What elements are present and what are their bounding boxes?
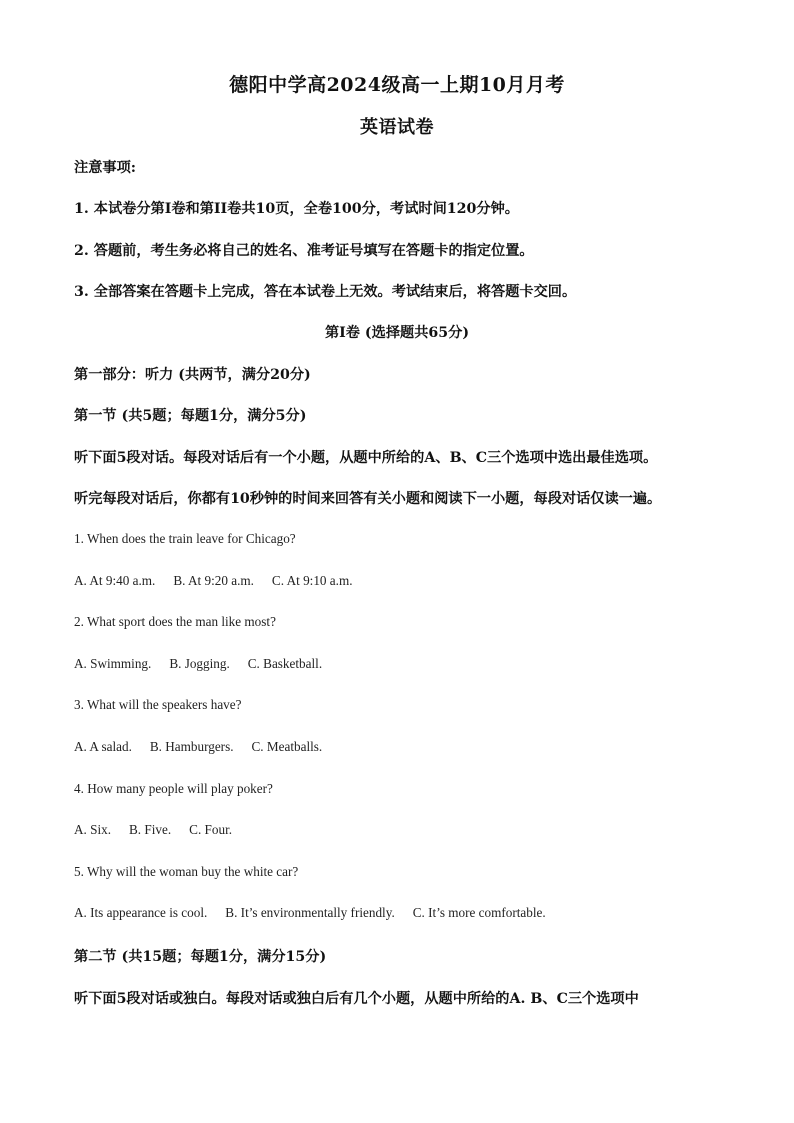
question-stem: 2. What sport does the man like most? [74, 614, 276, 629]
section-instruction: 听下面5段对话或独白。每段对话或独白后有几个小题，从题中所给的A. B、C三个选项中 [74, 991, 639, 1007]
option: A. Its appearance is cool. [74, 905, 208, 920]
question-stem: 1. When does the train leave for Chicago? [74, 531, 296, 546]
exam-title: 德阳中学高2024级高一上期10月月考 [229, 74, 565, 96]
exam-subtitle: 英语试卷 [360, 117, 434, 138]
section-instruction: 听完每段对话后，你都有10秒钟的时间来回答有关小题和阅读下一小题，每段对话仅读一遍。 [74, 491, 662, 507]
option: B. Jogging. [169, 656, 230, 671]
question-options [74, 905, 564, 921]
question-stem: 5. Why will the woman buy the white car? [74, 864, 299, 879]
option: A. At 9:40 a.m. [74, 573, 156, 588]
notice-item: 3. 全部答案在答题卡上完成，答在本试卷上无效。考试结束后，将答题卡交回。 [74, 284, 577, 300]
section-heading: 第一节 (共5题；每题1分，满分5分) [74, 408, 307, 424]
notice-item: 2. 答题前，考生务必将自己的姓名、准考证号填写在答题卡的指定位置。 [74, 243, 534, 259]
section-heading: 第二节 (共15题；每题1分，满分15分) [74, 949, 327, 965]
option: C. Basketball. [247, 656, 323, 671]
question-options [74, 573, 371, 589]
option: C. Meatballs. [251, 739, 323, 754]
option: B. It’s environmentally friendly. [225, 905, 395, 920]
part-heading: 第一部分：听力 (共两节，满分20分) [74, 367, 311, 383]
option: B. At 9:20 a.m. [173, 573, 254, 588]
option: B. Hamburgers. [149, 739, 234, 754]
question-options [74, 656, 340, 672]
question-stem: 3. What will the speakers have? [74, 697, 242, 712]
section-instruction: 听下面5段对话。每段对话后有一个小题，从题中所给的A、B、C三个选项中选出最佳选项。 [74, 450, 658, 466]
question-options [74, 739, 340, 755]
question-options [74, 822, 250, 838]
option: C. It’s more comfortable. [412, 905, 546, 920]
option: A. Swimming. [74, 656, 152, 671]
option: C. At 9:10 a.m. [271, 573, 353, 588]
option: C. Four. [189, 822, 233, 837]
notice-heading: 注意事项: [74, 160, 136, 176]
question-stem: 4. How many people will play poker? [74, 781, 273, 796]
option: A. Six. [74, 822, 112, 837]
volume-heading: 第I卷 (选择题共65分) [324, 325, 470, 341]
option: A. A salad. [74, 739, 132, 754]
notice-item: 1. 本试卷分第I卷和第II卷共10页，全卷100分，考试时间120分钟。 [74, 201, 519, 217]
option: B. Five. [129, 822, 172, 837]
